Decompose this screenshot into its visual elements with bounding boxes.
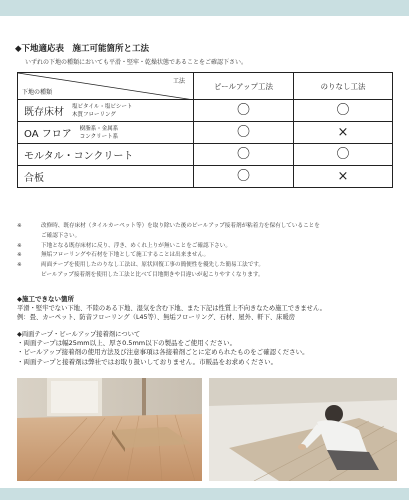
intro-text: いずれの下地の種類においても平滑・堅牢・乾燥状態であることをご確認下さい。	[25, 59, 248, 66]
norinashi-cell: ×	[294, 166, 393, 188]
tape-body	[17, 339, 309, 367]
note-mark: ※	[17, 242, 22, 249]
room-floor-photo	[17, 378, 202, 481]
peelup-cell: 〇	[194, 100, 294, 122]
corner-base-label: 下地の種類	[22, 89, 53, 96]
not-allowed-body	[17, 304, 326, 322]
substrate-table	[17, 72, 393, 188]
material-sub	[72, 103, 132, 119]
material-cell	[18, 100, 194, 122]
tape-line: ・両面テープは幅25mm以上、厚さ0.5mm以下の製品をご使用ください。	[17, 339, 237, 347]
note-item	[17, 242, 397, 252]
note-text: ピールアップ接着剤を使用した工法と比べて目地開きや目違いが起こりやすくなります。	[41, 271, 264, 278]
note-item	[17, 261, 397, 271]
material-cell	[18, 166, 194, 188]
corner-method-label: 工法	[172, 78, 185, 85]
table-row	[18, 100, 393, 122]
column-header-peelup: ピールアップ工法	[194, 73, 294, 100]
not-allowed-line: 例：畳、カーペット、防音フローリング（L45等）、無垢フローリング、石材、屋外、軒下、床暖房	[17, 314, 296, 321]
note-mark	[17, 271, 41, 281]
material-cell	[18, 122, 194, 144]
note-text: 下地となる既存床材に反り、浮き、めくれ上りが無いことをご確認下さい。	[41, 242, 231, 249]
peelup-cell: 〇	[194, 122, 294, 144]
table-row	[18, 122, 393, 144]
installation-photo	[209, 378, 397, 481]
peelup-cell: 〇	[194, 166, 294, 188]
section-title: ◆下地適応表 施工可能箇所と工法	[15, 44, 150, 54]
tape-line: ・ピールアップ接着剤の使用方法及び注意事項は各接着剤ごとに定められたものをご確認ください。	[17, 348, 309, 357]
not-allowed-title: ◆施工できない箇所	[17, 295, 74, 303]
column-header-norinashi: のりなし工法	[294, 73, 393, 100]
table-row	[18, 166, 393, 188]
material-sub-line: コンクリート系	[79, 133, 119, 140]
material-name: OA フロア	[24, 129, 72, 140]
material-sub-line: 木質フローリング	[72, 111, 116, 118]
notes-list	[17, 222, 397, 281]
norinashi-cell: 〇	[294, 144, 393, 166]
note-text: 両面テープを使用したのりなし工法は、原状回復工事の簡便性を優先した簡易工法です。	[41, 262, 265, 269]
material-sub-line: 樹脂系・金属系	[79, 125, 119, 132]
tape-title: ◆両面テープ・ピールアップ接着剤について	[17, 331, 141, 338]
top-band	[0, 0, 409, 16]
note-text: ご確認下さい。	[41, 232, 81, 239]
note-mark: ※	[17, 223, 22, 229]
material-sub	[80, 125, 119, 141]
table-header-row	[18, 73, 393, 100]
note-item	[17, 232, 397, 242]
note-text: 無垢フローリングや石材を下地として施工することは出来ません。	[41, 252, 210, 259]
note-item	[17, 222, 397, 232]
note-mark: ※	[17, 262, 22, 269]
material-name: 合板	[24, 173, 44, 184]
peelup-cell: 〇	[194, 144, 294, 166]
note-mark: ※	[17, 252, 22, 259]
not-allowed-line: 平滑・堅牢でない下地、不陸のある下地、湿気を含む下地、また下記は性質上不向きなため施工できません。	[17, 305, 326, 312]
material-cell	[18, 144, 194, 166]
tape-line: ・両面テープと接着剤は弊社ではお取り扱いしておりません。市販品をお求めください。	[17, 357, 278, 366]
table-corner-cell	[18, 73, 194, 100]
note-text: 改修時、既存床材（タイルカーペット等）を取り除いた後のピールアップ接着剤が粘着力を保有していることを	[41, 223, 320, 229]
material-sub-line: 塩ビタイル・塩ビシート	[72, 103, 133, 110]
material-name: 既存床材	[24, 107, 64, 118]
material-name: モルタル・コンクリート	[24, 151, 134, 162]
table-row	[18, 144, 393, 166]
norinashi-cell: 〇	[294, 100, 393, 122]
note-item	[17, 271, 397, 281]
bottom-band	[0, 488, 409, 500]
note-mark	[17, 232, 41, 242]
norinashi-cell: ×	[294, 122, 393, 144]
note-item	[17, 251, 397, 261]
